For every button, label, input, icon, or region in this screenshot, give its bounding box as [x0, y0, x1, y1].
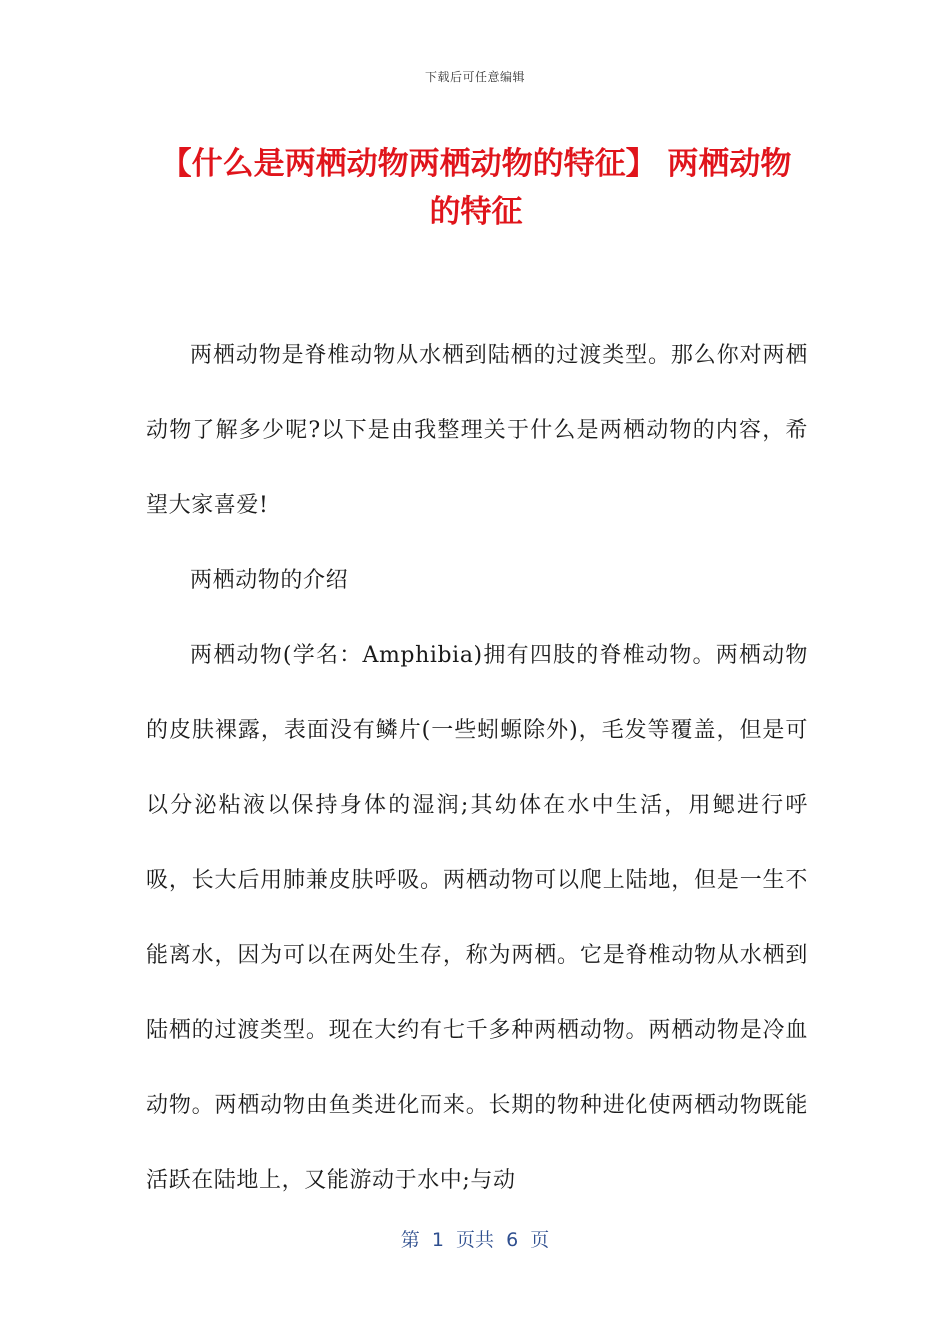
page-number-label: 第 1 页共 6 页 [400, 1229, 550, 1251]
paragraph-intro: 两栖动物是脊椎动物从水栖到陆栖的过渡类型。那么你对两栖动物了解多少呢?以下是由我整理关于什么是两栖动物的内容，希望大家喜爱! [146, 343, 808, 518]
document-body [146, 318, 808, 1218]
section-heading: 两栖动物的介绍 [190, 568, 349, 593]
header-note: 下载后可任意编辑 [424, 70, 525, 84]
document-title: 【什么是两栖动物两栖动物的特征】 两栖动物的特征 [160, 146, 792, 230]
paragraph-description: 两栖动物(学名：Amphibia)拥有四肢的脊椎动物。两栖动物的皮肤裸露，表面没有鳞片(一些蚓螈除外)，毛发等覆盖，但是可以分泌粘液以保持身体的湿润;其幼体在水中生活，用鳃进行呼吸，长大后用肺兼皮肤呼吸。两栖动物可以爬上陆地，但是一生不能离水，因为可以在两处生存，称为两栖。它是脊椎动物从水栖到陆栖的过渡类型。现在大约有七千多种两栖动物。两栖动物是冷血动物。两栖动物由鱼类进化而来。长期的物种进化使两栖动物既能活跃在陆地上，又能游动于水中;与动 [146, 643, 808, 1193]
page-number [0, 1225, 950, 1252]
